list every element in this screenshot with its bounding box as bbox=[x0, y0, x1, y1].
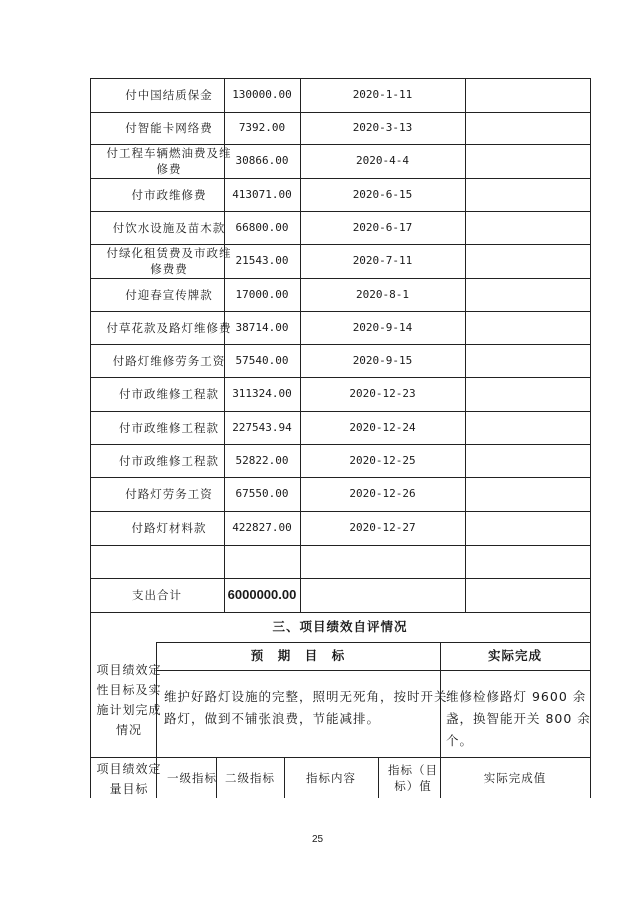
expense-amount: 422827.00 bbox=[232, 521, 292, 534]
expense-date: 2020-6-15 bbox=[352, 187, 413, 201]
expense-item: 付路灯维修劳务工资 bbox=[112, 353, 226, 368]
expense-date: 2020-3-13 bbox=[352, 121, 413, 134]
expense-note bbox=[465, 477, 590, 511]
expense-amount: 130000.00 bbox=[232, 88, 292, 101]
expense-item: 付饮水设施及苗木款 bbox=[112, 220, 226, 235]
col-value: 指标（目标）值 bbox=[388, 762, 438, 793]
expense-note bbox=[465, 244, 590, 278]
expense-note bbox=[465, 278, 590, 311]
expense-amount: 66800.00 bbox=[235, 220, 289, 234]
expense-date: 2020-12-26 bbox=[349, 487, 416, 500]
expense-amount: 311324.00 bbox=[232, 387, 292, 400]
expense-item: 付绿化租赁费及市政维修费费 bbox=[106, 246, 232, 276]
expense-item: 付市政维修工程款 bbox=[119, 453, 219, 468]
expense-note bbox=[465, 144, 590, 178]
expense-amount: 67550.00 bbox=[235, 487, 289, 500]
expense-item: 付中国结质保金 bbox=[125, 88, 213, 102]
expense-date: 2020-12-27 bbox=[349, 521, 416, 534]
expense-date: 2020-1-11 bbox=[352, 88, 413, 101]
expense-date: 2020-6-17 bbox=[352, 220, 413, 234]
expense-date: 2020-4-4 bbox=[356, 154, 409, 167]
expense-date: 2020-9-15 bbox=[352, 353, 413, 367]
page-number: 25 bbox=[311, 834, 324, 845]
expense-note bbox=[465, 178, 590, 211]
expense-item: 付草花款及路灯维修费 bbox=[106, 320, 232, 335]
expense-amount: 57540.00 bbox=[235, 353, 289, 367]
expense-note bbox=[465, 344, 590, 377]
expected-header: 预 期 目 标 bbox=[250, 648, 346, 663]
section-title: 三、项目绩效自评情况 bbox=[272, 619, 408, 634]
expense-amount: 38714.00 bbox=[235, 320, 289, 334]
expense-date: 2020-12-24 bbox=[349, 420, 416, 434]
expense-date: 2020-9-14 bbox=[352, 320, 413, 334]
expense-amount: 30866.00 bbox=[235, 154, 289, 167]
expense-item: 付工程车辆燃油费及维修费 bbox=[106, 146, 232, 176]
expense-amount: 21543.00 bbox=[235, 254, 289, 267]
expense-amount: 413071.00 bbox=[232, 187, 292, 201]
total-label: 支出合计 bbox=[132, 588, 182, 602]
expense-item: 付市政维修费 bbox=[131, 187, 207, 202]
expense-note bbox=[465, 112, 590, 144]
expense-note bbox=[465, 444, 590, 477]
expense-item: 付智能卡网络费 bbox=[125, 121, 213, 135]
actual-header: 实际完成 bbox=[487, 648, 542, 663]
qualitative-label: 项目绩效定性目标及实施计划完成情况 bbox=[96, 662, 162, 737]
expense-item: 付路灯材料款 bbox=[131, 521, 207, 535]
expense-item: 付市政维修工程款 bbox=[119, 387, 219, 401]
col-level2: 二级指标 bbox=[225, 770, 275, 785]
expense-amount: 7392.00 bbox=[238, 121, 286, 134]
col-content: 指标内容 bbox=[306, 770, 356, 785]
col-actual: 实际完成值 bbox=[483, 770, 547, 785]
actual-text: 维修检修路灯 9600 余盏，换智能开关 800 余个。 bbox=[446, 689, 591, 748]
expense-item: 付路灯劳务工资 bbox=[125, 487, 213, 501]
total-amount: 6000000.00 bbox=[227, 587, 297, 602]
expense-amount: 17000.00 bbox=[235, 287, 289, 301]
expense-amount: 227543.94 bbox=[232, 420, 292, 434]
expense-amount: 52822.00 bbox=[235, 453, 289, 467]
expense-note bbox=[465, 511, 590, 545]
expense-note bbox=[465, 411, 590, 444]
expense-date: 2020-7-11 bbox=[352, 254, 413, 267]
col-level1: 一级指标 bbox=[167, 770, 217, 785]
quantitative-label: 项目绩效定量目标 bbox=[96, 762, 162, 796]
expense-note bbox=[465, 311, 590, 344]
expense-note bbox=[465, 211, 590, 244]
expense-note bbox=[465, 377, 590, 411]
expense-note bbox=[465, 78, 590, 112]
expense-item: 付迎春宣传牌款 bbox=[125, 287, 213, 302]
expense-date: 2020-12-25 bbox=[349, 453, 416, 467]
expense-item: 付市政维修工程款 bbox=[119, 420, 219, 435]
expense-date: 2020-12-23 bbox=[349, 387, 416, 400]
expense-date: 2020-8-1 bbox=[356, 287, 409, 301]
expected-text: 维护好路灯设施的完整，照明无死角，按时开关路灯，做到不铺张浪费，节能减排。 bbox=[164, 689, 448, 726]
